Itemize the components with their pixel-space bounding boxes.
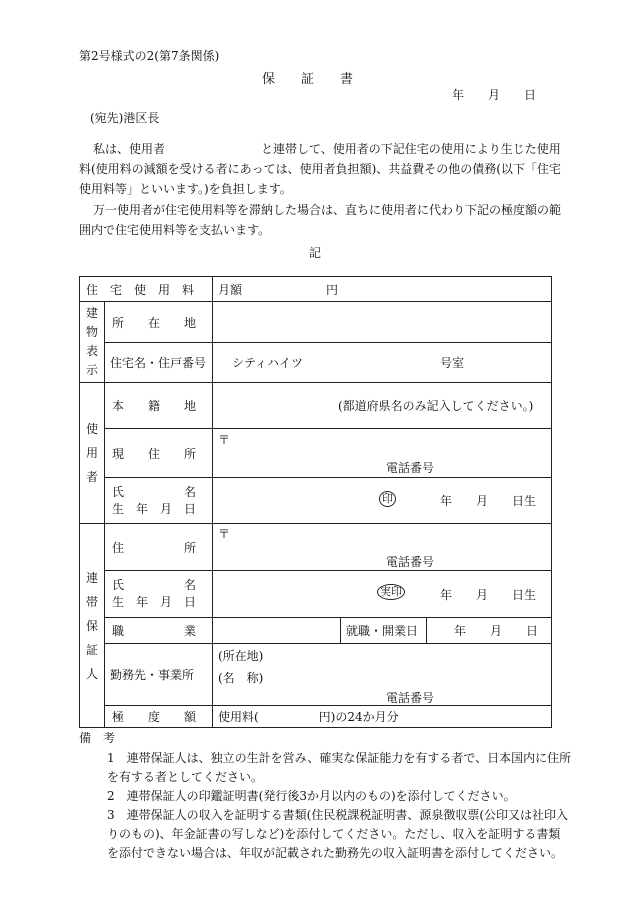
occupation-input[interactable] [214,618,338,643]
workplace-location-label[interactable]: (所在地) [218,649,264,663]
paragraph-2-line-1: 万一使用者が住宅使用料等を滞納した場合は、直ちに使用者に代わり下記の極度額の範 [93,203,562,217]
paragraph-2-line-2: 囲内で住宅使用料等を支払います。 [79,223,271,237]
notes-heading: 備 考 [79,731,116,745]
paragraph-1-line-1: 私は、使用者 と連帯して、使用者の下記住宅の使用により生じた使用 [93,142,561,156]
note-2-line-1: 2 連帯保証人の印鑑証明書(発行後3か月以内のもの)を添付してください。 [107,789,516,803]
note-3-line-1: 3 連帯保証人の収入を証明する書類(住民税課税証明書、源泉徴収票(公印又は社印入 [107,808,569,822]
workplace-name-label[interactable]: (名 称) [218,671,264,685]
guarantor-group-label: 連 帯 保 証 人 [85,570,98,681]
addressee: (宛先)港区長 [90,111,160,125]
workplace-label: 勤務先・事業所 [110,668,195,682]
limit-value[interactable]: 使用料( 円)の24か月分 [218,710,399,724]
employment-date-label: 就職・開業日 [346,624,419,638]
note-3-line-2: りのもの)、年金証書の写しなど)を添付してください。ただし、収入を証明する書類 [107,827,561,841]
guarantor-phone-label[interactable]: 電話番号 [386,555,435,569]
guarantor-postal-mark: 〒 [218,527,231,541]
address-label: 現 住 所 [112,446,197,461]
user-birth-date[interactable]: 年 月 日生 [440,494,537,508]
note-1-line-1: 1 連帯保証人は、独立の生計を営み、確実な保証能力を有する者で、日本国内に住所 [107,751,572,765]
ki-heading: 記 [309,246,322,260]
guarantor-seal: 実印 [377,584,405,600]
guarantor-address-label: 住 所 [112,540,197,555]
occupation-label: 職 業 [112,624,197,638]
user-phone-label[interactable]: 電話番号 [386,461,435,475]
note-1-line-2: を有する者としてください。 [107,770,264,784]
honseki-label: 本 籍 地 [112,399,197,413]
guarantor-name-birth-label: 氏 名 生 年 月 日 [112,578,197,609]
location-label: 所 在 地 [112,315,197,330]
paragraph-1-line-2: 料(使用料の減額を受ける者にあっては、使用者負担額)、共益費その他の債務(以下「住宅 [79,162,561,176]
room-suffix: 号室 [440,356,465,370]
housing-name[interactable]: シティハイツ [232,356,304,370]
form-number: 第2号様式の2(第7条関係) [79,49,220,63]
postal-mark: 〒 [218,433,231,447]
paragraph-1-line-3: 使用料等」といいます。)を負担します。 [79,182,292,196]
guarantor-birth-date[interactable]: 年 月 日生 [440,588,537,602]
rent-label: 住 宅 使 用 料 [86,282,195,297]
user-seal: 印 [379,491,396,507]
note-3-line-3: を添付できない場合は、年収が記載された勤務先の収入証明書を添付してください。 [107,846,564,860]
employment-date[interactable]: 年 月 日 [454,624,539,638]
limit-label: 極 度 額 [112,710,197,724]
building-group-label: 建 物 表 示 [85,306,98,377]
name-birth-label: 氏 名 生 年 月 日 [112,485,197,516]
housing-label: 住宅名・住戸番号 [110,356,207,370]
rent-value[interactable]: 月額 円 [218,282,339,297]
user-group-label: 使 用 者 [85,422,98,484]
date-line: 年 月 日 [452,88,537,102]
honseki-note[interactable]: (都道府県名のみ記入してください。) [338,399,534,413]
document-title: 保 証 書 [262,72,354,87]
location-input[interactable] [214,302,550,342]
workplace-phone-label[interactable]: 電話番号 [386,691,435,705]
